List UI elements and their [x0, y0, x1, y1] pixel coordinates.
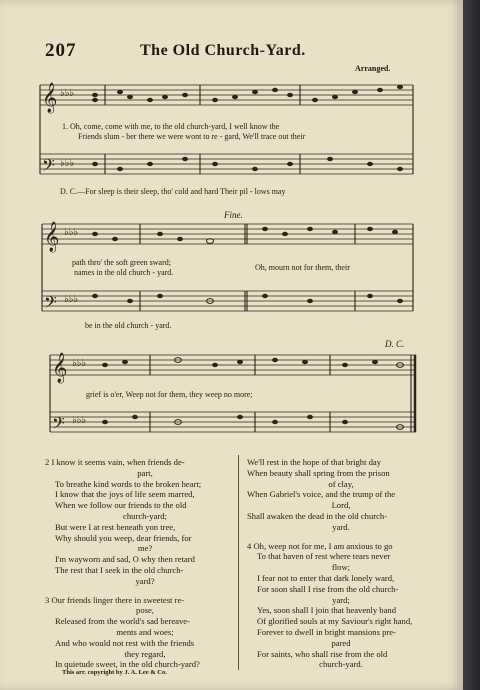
lyrics-sys3-line: grief is o'er, Weep not for them, they weep no more;	[86, 390, 253, 399]
verse-line: Shall awaken the dead in the old church-	[247, 510, 388, 521]
svg-text:𝄞: 𝄞	[44, 222, 60, 252]
dc-marking: D. C.	[385, 339, 405, 349]
svg-text:♭♭♭: ♭♭♭	[60, 158, 75, 169]
hymn-number: 207	[45, 40, 77, 61]
verse-line: To that haven of rest where tears never	[257, 551, 391, 562]
verse-line: I'm wayworn and sad, O why then retard	[55, 554, 195, 565]
column-divider	[238, 455, 239, 670]
verse-line: Yes, soon shall I join that heavenly band	[257, 605, 396, 616]
verse-line: But were I at rest beneath yon tree,	[55, 521, 176, 532]
verse-line: they regard,	[124, 648, 166, 659]
lyrics-sys2-dc: be in the old church - yard.	[85, 321, 172, 330]
verse-line: To breathe kind words to the broken heart;	[55, 478, 202, 489]
lyrics-verse1-line1: 1. Oh, come, come with me, to the old church-yard, I well know the	[62, 122, 280, 131]
verse-line: church-yard.	[319, 659, 363, 670]
svg-text:♭♭♭: ♭♭♭	[64, 227, 79, 238]
svg-text:♭♭♭: ♭♭♭	[60, 88, 75, 99]
lyrics-sys2-line2: names in the old church - yard.	[74, 268, 174, 277]
svg-text:♭♭♭: ♭♭♭	[64, 294, 79, 305]
svg-text:𝄢: 𝄢	[52, 413, 65, 437]
verse-line: For soon shall I rise from the old church-	[257, 583, 399, 594]
verse-line: flow;	[331, 562, 351, 573]
verse-line: I fear not to enter that dark lonely ward,	[257, 572, 395, 583]
verse-line: When beauty shall spring from the prison	[247, 467, 390, 478]
verse-line: church-yard;	[123, 510, 167, 521]
svg-text:𝄢: 𝄢	[42, 155, 55, 179]
verse-2	[45, 457, 235, 670]
verse-line: of clay,	[328, 478, 354, 489]
copyright-notice: This arr. copyright by J. A. Lee & Co.	[62, 669, 167, 676]
verse-line: In quietude sweet, in the old church-yard?	[55, 659, 200, 670]
verse-line: We'll rest in the hope of that bright day	[247, 457, 382, 467]
svg-text:𝄢: 𝄢	[44, 292, 57, 316]
verse-line: Forever to dwell in bright mansions pre-	[257, 626, 396, 637]
lyrics-sys2-line1: path thro' the soft green sward;	[72, 258, 171, 267]
verse-line: Released from the world's sad bereave-	[55, 616, 190, 627]
fine-marking: Fine.	[224, 210, 243, 220]
verse-line: yard?	[135, 575, 155, 586]
verse-line: 3 Our friends linger there in sweetest re-	[45, 594, 185, 605]
verse-line: pose,	[136, 605, 154, 616]
verse-line: Lord,	[331, 500, 351, 511]
arranged-credit: Arranged.	[355, 64, 391, 73]
verse-line: pared	[331, 637, 351, 648]
verse-line: I know that the joys of life seem marred,	[55, 489, 195, 500]
verse-3-continued	[247, 457, 435, 670]
verse-line: me?	[137, 543, 153, 554]
lyrics-sys2-refrain: Oh, mourn not for them, their	[255, 263, 350, 272]
svg-text:𝄞: 𝄞	[42, 83, 58, 113]
verse-line: Of glorified souls at my Saviour's right hand,	[257, 616, 413, 627]
verse-line: yard;	[332, 594, 350, 605]
svg-text:♭♭♭: ♭♭♭	[72, 415, 87, 426]
verse-line: 2 I know it seems vain, when friends de-	[45, 457, 185, 467]
verse-line: Why should you weep, dear friends, for	[55, 532, 192, 543]
svg-text:♭♭♭: ♭♭♭	[72, 358, 87, 369]
verse-line: 4 Oh, weep not for me, I am anxious to go	[247, 540, 393, 551]
verse-line: And who would not rest with the friends	[55, 637, 195, 648]
verse-line: ments and woes;	[116, 626, 174, 637]
verse-line: yard.	[332, 521, 350, 532]
svg-text:𝄞: 𝄞	[52, 353, 68, 383]
verse-line: When we follow our friends to the old	[55, 500, 187, 511]
lyrics-dc-line: D. C.—For sleep is their sleep, tho' cold and hard Their pil - lows may	[60, 187, 286, 196]
verse-line: For saints, who shall rise from the old	[257, 648, 388, 659]
hymn-title: The Old Church-Yard.	[140, 42, 306, 59]
lyrics-verse1-line2: Friends slum - ber there we were wont to re - gard, We'll trace out their	[78, 132, 306, 141]
verse-line: part,	[137, 467, 153, 478]
verse-line: The rest that I seek in the old church-	[55, 564, 184, 575]
verse-line: When Gabriel's voice, and the trump of the	[247, 489, 396, 500]
